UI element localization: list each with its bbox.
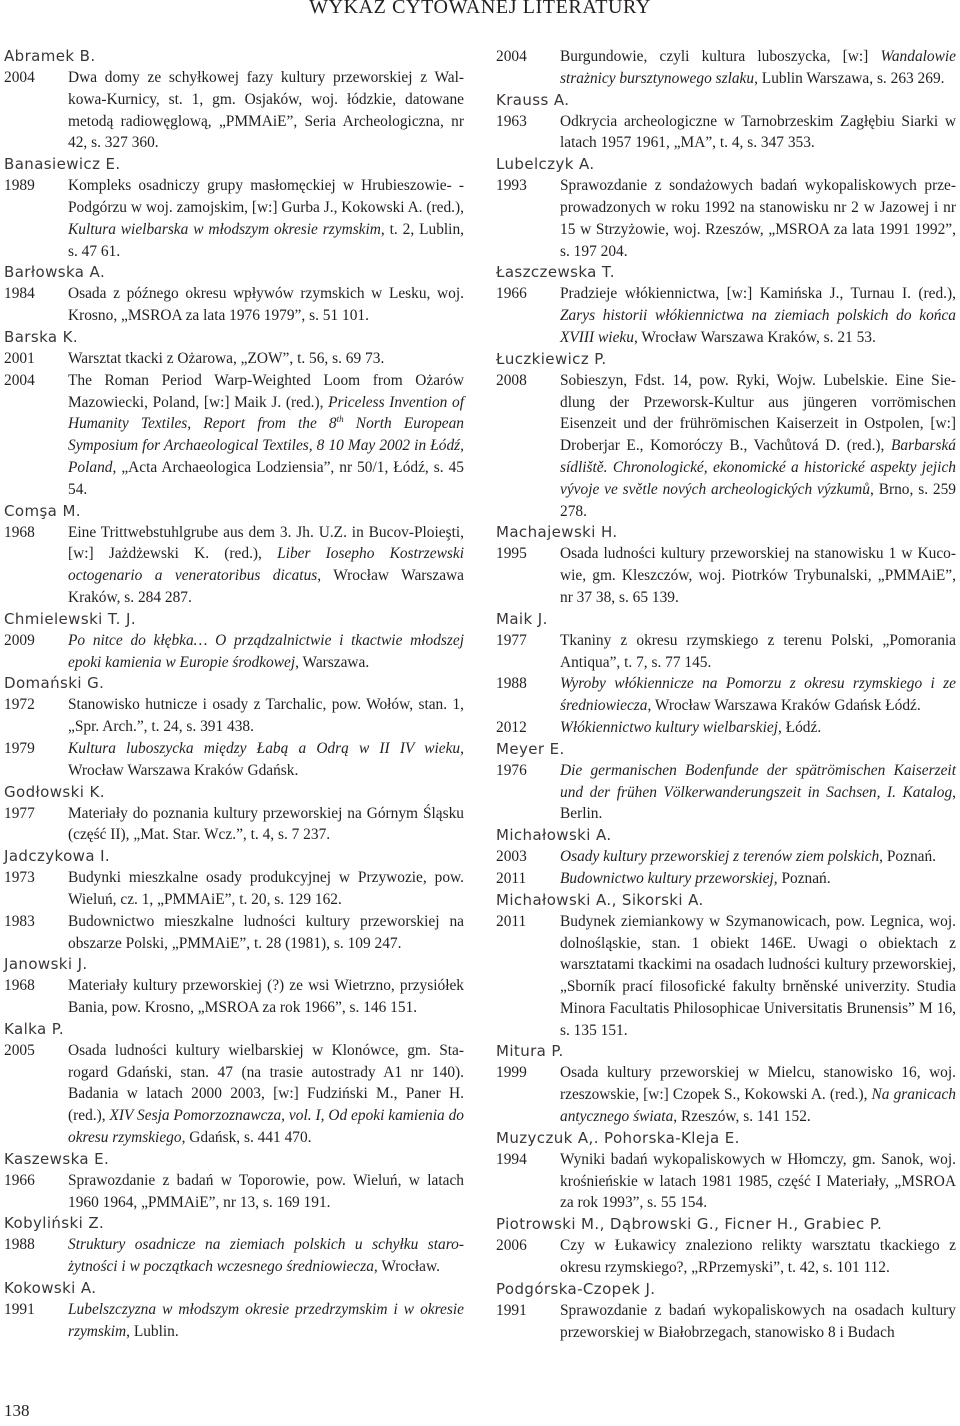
work-year: 1988 <box>4 1236 35 1254</box>
entry-work <box>496 760 956 825</box>
bibliography-entry <box>496 1041 956 1127</box>
entry-author: Chmielewski T. J. <box>4 609 137 628</box>
entry-work <box>496 175 956 262</box>
work-text: , Lublin. <box>126 1322 179 1340</box>
work-superscript: th <box>336 414 344 425</box>
work-title-italic: Po nitce do kłębka… O prządzalnictwie i tkactwie młodszej epoki kamienia w Europie środkowej <box>68 631 464 671</box>
entry-author: Mitura P. <box>496 1042 564 1061</box>
work-text: The Roman Period Warp-Weighted Loom from Ożarów Mazowiecki, Poland, [w:] Maik J. (red.), <box>68 371 464 411</box>
entry-work <box>4 348 464 370</box>
entry-work <box>496 868 956 890</box>
page-number: 138 <box>4 1401 30 1420</box>
entry-work <box>4 738 464 782</box>
work-text: Czy w Łukawicy znaleziono relikty warsztatu tkackiego z okresu rzymskiego?, „RPrzemyski”, t. 42, s. 101 112. <box>560 1237 956 1277</box>
work-text: , „Acta Archaeologica Lodziensia”, nr 50/1, Łódź, s. 45 54. <box>68 458 464 498</box>
work-year: 1968 <box>4 977 35 995</box>
entry-author: Lubelczyk A. <box>496 155 595 174</box>
work-year: 1993 <box>496 177 527 195</box>
entry-work <box>496 673 956 717</box>
work-year: 2006 <box>496 1237 527 1255</box>
entry-author: Kokowski A. <box>4 1279 97 1298</box>
entry-author: Barłowska A. <box>4 263 106 282</box>
entry-work <box>4 67 464 154</box>
entry-author: Krauss A. <box>496 90 570 109</box>
entry-work <box>4 975 464 1019</box>
work-text: Odkrycia archeologiczne w Tarnobrzeskim Zagłębiu Siarki w latach 1957 1961, „MA”, t. 4, s. 347 353. <box>560 112 956 152</box>
work-year: 1991 <box>4 1301 35 1319</box>
work-year: 1984 <box>4 285 35 303</box>
entry-work <box>496 283 956 348</box>
work-year: 2008 <box>496 371 527 389</box>
bibliography-entry <box>4 1019 464 1149</box>
entry-work <box>4 630 464 674</box>
entry-author: Muzyczuk A,. Pohorska-Kleja E. <box>496 1128 740 1147</box>
entry-author: Maik J. <box>496 609 548 628</box>
work-text: , Wrocław. <box>373 1258 440 1276</box>
work-year: 1995 <box>496 545 527 563</box>
work-text: , Lublin Warszawa, s. 263 269. <box>754 69 945 87</box>
entry-work <box>496 111 956 155</box>
work-text: , Wrocław Warszawa Kraków, s. 284 287. <box>68 567 464 606</box>
work-title-italic: Wandalowie strażnicy bursztynowego szlaku <box>560 48 956 87</box>
bibliography-entry <box>496 1279 956 1344</box>
work-year: 1966 <box>4 1171 35 1189</box>
work-title-italic: Na granicach antycznego świata <box>560 1086 956 1126</box>
entry-author: Domański G. <box>4 674 105 693</box>
entry-author: Piotrowski M., Dąbrowski G., Ficner H., Grabiec P. <box>496 1215 883 1234</box>
entry-author: Meyer E. <box>496 739 565 758</box>
work-year: 1977 <box>4 804 35 822</box>
work-title-italic: Włókiennictwo kultury wielbarskiej <box>560 718 778 736</box>
entry-work <box>496 1300 956 1344</box>
work-year: 1972 <box>4 696 35 714</box>
bibliography-entry <box>4 262 464 327</box>
entry-work <box>4 1040 464 1149</box>
entry-author: Machajewski H. <box>496 523 618 542</box>
work-year: 1989 <box>4 177 35 195</box>
bibliography-entry <box>496 739 956 825</box>
entry-work <box>496 1149 956 1214</box>
entry-work <box>4 283 464 327</box>
bibliography-entry <box>496 154 956 262</box>
work-text: , Berlin. <box>560 783 956 823</box>
entry-work <box>496 1235 956 1279</box>
bibliography-entry <box>4 46 464 154</box>
work-text: , Warszawa. <box>295 653 370 671</box>
bibliography-column-left <box>4 46 464 1343</box>
work-year: 2011 <box>496 869 527 887</box>
work-title-italic: Die germanischen Bodenfunde der spätrömischen Kaiserzeit und der frühen Völkerwanderungszeit in Sachsen, I. Katalog <box>560 761 956 801</box>
entry-work <box>496 46 956 90</box>
bibliography-entry <box>4 1278 464 1343</box>
work-text: , Poznań. <box>773 869 831 887</box>
entry-work <box>496 543 956 608</box>
entry-author: Michałowski A., Sikorski A. <box>496 890 704 909</box>
work-year: 1973 <box>4 869 35 887</box>
work-title-italic: Budownictwo kultury przeworskiej <box>560 869 774 887</box>
entry-work <box>4 911 464 955</box>
work-year: 2005 <box>4 1041 35 1059</box>
entry-work <box>4 803 464 847</box>
work-text: , Wrocław Warszawa Kraków, s. 21 53. <box>633 328 876 346</box>
work-title-italic: Struktury osadnicze na ziemiach polskich u schyłku starożytności i w początkach wczesnego średniowiecza <box>68 1236 464 1276</box>
bibliography-entry <box>496 349 956 523</box>
work-text: , Rzeszów, s. 141 152. <box>673 1108 811 1126</box>
work-year: 2004 <box>496 48 527 65</box>
entry-author: Kaszewska E. <box>4 1149 110 1168</box>
bibliography-entry <box>4 501 464 609</box>
work-year: 1988 <box>496 675 527 693</box>
bibliography-entry <box>4 1213 464 1278</box>
work-title-italic: Kultura wielbarska w młodszym okresie rzymskim <box>68 220 381 238</box>
work-year: 1994 <box>496 1150 527 1168</box>
bibliography-entry <box>496 522 956 608</box>
entry-work <box>4 694 464 738</box>
work-year: 1968 <box>4 523 35 541</box>
work-title-italic: Kultura luboszycka między Łabą a Odrą w II IV wieku <box>68 739 461 757</box>
work-title-italic: Osady kultury przeworskiej z terenów ziem polskich <box>560 848 880 866</box>
work-year: 2004 <box>4 69 35 86</box>
work-year: 1983 <box>4 912 35 930</box>
work-text: , Wrocław Warszawa Kraków Gdańsk. <box>68 739 464 779</box>
entry-work <box>496 630 956 674</box>
work-year: 2012 <box>496 718 527 736</box>
work-text: Sobieszyn, Fdst. 14, pow. Ryki, Wojw. Lubelskie. Eine Siedlung der Przeworsk-Kultur aus jüngeren vorrömischen Eisenzeit und der frührömischen Kaiserzeit in Ostpolen, [w:] Droberjar E., Komoróczy B., Vachůtová D. (red.), <box>560 371 956 455</box>
work-text: Sprawozdanie z badań wykopaliskowych na osadach kultury przeworskiej w Białobrzegach, stanowisko 8 i Budach <box>560 1301 956 1341</box>
entry-work <box>496 846 956 868</box>
entry-author: Jadczykowa I. <box>4 847 111 866</box>
entry-work <box>4 522 464 609</box>
work-text: Dwa domy ze schyłkowej fazy kultury przeworskiej z Walkowa-Kurnicy, st. 1, gm. Osjaków, woj. łódzkie, datowane metodą radiowęglową, „PMMAiE”, Seria Archeologiczna, nr 42, s. 327 360. <box>68 69 464 152</box>
work-text: Budownictwo mieszkalne ludności kultury przeworskiej na obszarze Polski, „PMMAiE”, t. 28 (1981), s. 109 247. <box>68 912 464 952</box>
work-text: , Gdańsk, s. 441 470. <box>181 1129 312 1147</box>
entry-author: Kobyliński Z. <box>4 1214 105 1233</box>
bibliography-column-right <box>496 46 956 1343</box>
bibliography-entry <box>4 154 464 262</box>
work-title-italic: XIV Sesja Pomorzoznawcza, vol. I, Od epoki kamienia do okresu rzymskiego <box>68 1107 464 1147</box>
work-title-italic: Liber Iosepho Kostrzewski octogenario a veneratoribus dicatus <box>68 545 464 585</box>
work-text: , Łódź. <box>778 718 822 736</box>
bibliography-entry <box>496 890 956 1042</box>
bibliography-entry <box>496 90 956 155</box>
work-text: Materiały do poznania kultury przeworskiej na Górnym Śląsku (część II), „Mat. Star. Wcz.”, t. 4, s. 7 237. <box>68 804 464 844</box>
entry-work <box>4 1299 464 1343</box>
work-title-italic: Wyroby włókiennicze na Pomorzu z okresu rzymskiego i ze średniowiecza <box>560 675 956 715</box>
work-title-italic: Zarys historii włókiennictwa na ziemiach polskich do końca XVIII wieku <box>560 307 956 346</box>
entry-work <box>4 175 464 262</box>
bibliography-entry <box>496 1128 956 1214</box>
work-text: Burgundowie, czyli kultura luboszycka, [w:] <box>560 48 881 65</box>
running-head: WYKAZ CYTOWANEJ LITERATURY <box>309 0 651 18</box>
work-year: 1963 <box>496 112 527 130</box>
work-text: Budynek ziemiankowy w Szymanowicach, pow. Legnica, woj. dolnośląskie, stan. 1 obiekt 146E. Uwagi o obiektach z warsztatami tkackimi na osadach ludności kultury przeworskiej, „Sborník prací filosofické fakulty brněnské univerzity. Studia Minora Facultatis Philosophicae Universitatis Brunensis” M 16, s. 135 151. <box>560 912 956 1039</box>
entry-author: Łaszczewska T. <box>496 263 615 282</box>
entry-work <box>496 370 956 523</box>
bibliography-entry <box>4 782 464 847</box>
work-text: Osada z późnego okresu wpływów rzymskich w Lesku, woj. Krosno, „MSROA za lata 1976 1979”, s. 51 101. <box>68 285 464 325</box>
work-text: Wyniki badań wykopaliskowych w Hłomczy, gm. Sanok, woj. krośnieńskie w latach 1981 1985, część I Materiały, „MSROA za rok 1993”, s. 55 154. <box>560 1150 956 1212</box>
work-text: Eine Trittwebstuhlgrube aus dem 3. Jh. U.Z. in Bucov-Ploieşti, [w:] Jażdżewski K. (red.), <box>68 523 464 563</box>
bibliography-entry <box>496 46 956 90</box>
work-year: 1999 <box>496 1064 527 1082</box>
work-title-italic: North European Symposium for Archaeological Textiles, 8 10 May 2002 in Łódź, Poland <box>68 415 464 476</box>
work-text: Sprawozdanie z badań w Toporowie, pow. Wieluń, w latach 1960 1964, „PMMAiE”, nr 13, s. 169 191. <box>68 1171 464 1211</box>
entry-work <box>4 1170 464 1214</box>
work-text: Osada ludności kultury wielbarskiej w Klonówce, gm. Starogard Gdański, stan. 47 (na trasie autostrady A1 nr 140). Badania w latach 2000 2003, [w:] Fudziński M., Paner H. (red.), <box>68 1041 464 1125</box>
work-year: 2011 <box>496 912 527 930</box>
work-text: Osada kultury przeworskiej w Mielcu, stanowisko 16, woj. rzeszowskie, [w:] Czopek S., Kokowski A. (red.), <box>560 1064 956 1104</box>
entry-author: Godłowski K. <box>4 782 105 801</box>
bibliography-entry <box>4 673 464 781</box>
work-text: , t. 2, Lublin, s. 47 61. <box>68 220 464 260</box>
entry-author: Barska K. <box>4 327 79 346</box>
entry-author: Łuczkiewicz P. <box>496 349 607 368</box>
entry-work <box>4 867 464 911</box>
entry-author: Kalka P. <box>4 1019 64 1038</box>
work-year: 2004 <box>4 371 35 389</box>
work-text: Budynki mieszkalne osady produkcyjnej w Przywozie, pow. Wieluń, cz. 1, „PMMAiE”, t. 20, s. 129 162. <box>68 869 464 908</box>
entry-work <box>4 1234 464 1278</box>
bibliography-entry <box>496 609 956 739</box>
work-text: Kompleks osadniczy grupy masłomęckiej w Hrubieszowie- -Podgórzu w woj. zamojskim, [w:] Gurba J., Kokowski A. (red.), <box>68 177 464 216</box>
work-year: 1966 <box>496 285 527 303</box>
work-text: Osada ludności kultury przeworskiej na stanowisku 1 w Kucowie, gm. Kleszczów, woj. Piotrków Trybunalski, „PMMAiE”, nr 37 38, s. 65 139. <box>560 545 956 606</box>
entry-author: Podgórska-Czopek J. <box>496 1279 656 1298</box>
entry-work <box>4 370 464 501</box>
work-text: , Wrocław Warszawa Kraków Gdańsk Łódź. <box>647 697 921 715</box>
entry-author: Comşa M. <box>4 501 81 520</box>
work-text: Warsztat tkacki z Ożarowa, „ZOW”, t. 56, s. 69 73. <box>68 349 385 367</box>
entry-author: Janowski J. <box>4 955 88 974</box>
work-year: 1977 <box>496 631 527 649</box>
work-year: 1976 <box>496 761 527 779</box>
entry-author: Banasiewicz E. <box>4 155 121 174</box>
work-text: Materiały kultury przeworskiej (?) ze wsi Wietrzno, przysiółek Bania, pow. Krosno, „MSROA za rok 1966”, s. 146 151. <box>68 977 464 1017</box>
work-text: , Brno, s. 259 278. <box>560 480 956 520</box>
work-year: 1991 <box>496 1301 527 1319</box>
entry-work <box>496 1062 956 1127</box>
bibliography-entry <box>496 262 956 348</box>
bibliography-entry <box>496 1214 956 1279</box>
bibliography-entry <box>4 609 464 674</box>
work-text: Pradzieje włókiennictwa, [w:] Kamińska J., Turnau I. (red.), <box>560 285 956 303</box>
work-title-italic: Lubelszczyzna w młodszym okresie przedrzymskim i w okresie rzymskim <box>68 1301 464 1340</box>
entry-work <box>496 911 956 1042</box>
work-text: Stanowisko hutnicze i osady z Tarchalic, pow. Wołów, stan. 1, „Spr. Arch.”, t. 24, s. 391 438. <box>68 696 464 736</box>
work-title-italic: Priceless Invention of Humanity Textiles, Report from the 8 <box>68 393 464 433</box>
work-year: 1979 <box>4 739 35 757</box>
bibliography-entry <box>4 846 464 954</box>
entry-work <box>496 717 956 739</box>
work-year: 2003 <box>496 848 527 866</box>
bibliography-entry <box>4 1149 464 1214</box>
entry-author: Abramek B. <box>4 47 96 65</box>
bibliography-entry <box>4 954 464 1019</box>
entry-author: Michałowski A. <box>496 826 612 845</box>
bibliography-entry <box>4 327 464 501</box>
work-text: Tkaniny z okresu rzymskiego z terenu Polski, „Pomorania Antiqua”, t. 7, s. 77 145. <box>560 631 956 671</box>
bibliography-entry <box>496 825 956 890</box>
work-text: Sprawozdanie z sondażowych badań wykopaliskowych przeprowadzonych w roku 1992 na stanowisku nr 2 w Jazowej i nr 15 w Strzyżowie, woj. Rzeszów, „MSROA za lata 1991 1992”, s. 197 204. <box>560 177 956 260</box>
work-text: , Poznań. <box>879 848 937 866</box>
work-year: 2009 <box>4 631 35 649</box>
work-title-italic: Barbarská sídliště. Chronologické, ekonomické a historické aspekty jejich vývoje ve světle nových archeologických výzkumů <box>560 437 956 498</box>
work-year: 2001 <box>4 349 35 367</box>
